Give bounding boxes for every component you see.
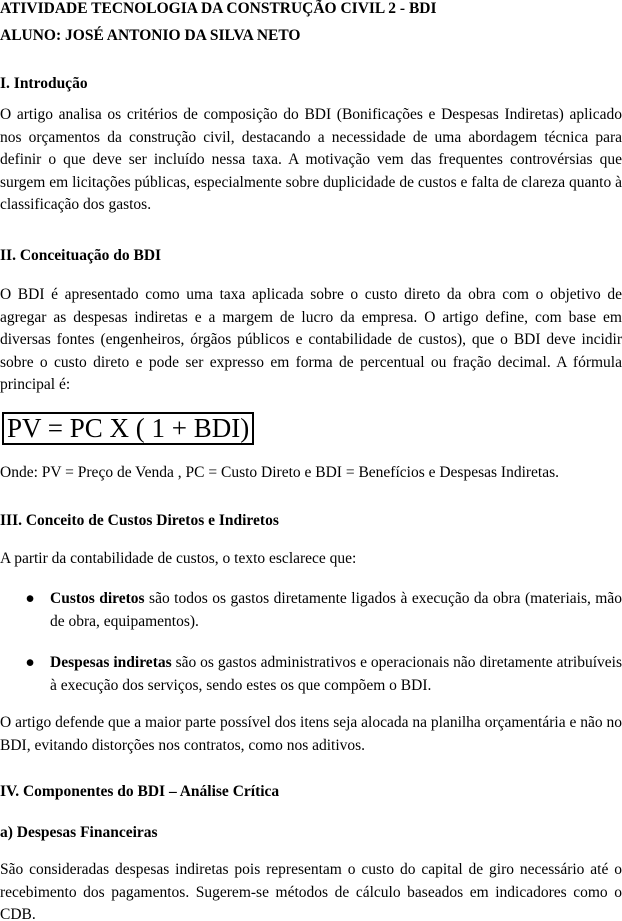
concept-paragraph: O BDI é apresentado como uma taxa aplicada sobre o custo direto da obra com o objetivo de agregar as despesas indiretas e a margem de lucro da empresa. O artigo define, com base em diversas fontes (engenheiros, órgãos públicos e contabilidade de custos), que o BDI deve incidir sobre o custo direto e pode ser expresso em forma de percentual ou fração decimal. A fórmula principal é: [0, 286, 622, 393]
formula-note: Onde: PV = Preço de Venda , PC = Custo Direto e BDI = Benefícios e Despesas Indiretas. [0, 464, 560, 481]
costs-intro: A partir da contabilidade de custos, o texto esclarece que: [0, 550, 357, 567]
section-heading-costs: III. Conceito de Custos Diretos e Indiretos [0, 512, 279, 529]
direct-costs-description: são todos os gastos diretamente ligados à execução da obra (materiais, mão de obra, equipamentos). [50, 590, 622, 630]
term-direct-costs: Custos diretos [50, 590, 145, 607]
list-item-text [50, 652, 622, 697]
section-heading-components: IV. Componentes do BDI – Análise Crítica [0, 783, 280, 800]
list-item-text [50, 588, 622, 633]
indirect-expenses-description: são os gastos administrativos e operacionais não diretamente atribuíveis à execução dos serviços, sendo estes os que compõem o BDI. [50, 654, 622, 694]
bullet-icon: ● [25, 590, 35, 607]
subheading-financial-expenses: a) Despesas Financeiras [0, 824, 158, 841]
section-heading-concept: II. Conceituação do BDI [0, 247, 162, 264]
financial-expenses-paragraph: São consideradas despesas indiretas pois representam o custo do capital de giro necessário até o recebimento dos pagamentos. Sugerem-se métodos de cálculo baseados em indicadores como o CDB. [0, 861, 622, 921]
bdi-formula: PV = PC X ( 1 + BDI) [2, 412, 254, 445]
list-item-direct-costs [0, 588, 622, 633]
student-name: ALUNO: JOSÉ ANTONIO DA SILVA NETO [0, 27, 301, 44]
costs-closing-paragraph: O artigo defende que a maior parte possível dos itens seja alocada na planilha orçamentária e não no BDI, evitando distorções nos contratos, como nos aditivos. [0, 714, 622, 754]
bullet-icon: ● [25, 654, 35, 671]
intro-paragraph: O artigo analisa os critérios de composição do BDI (Bonificações e Despesas Indiretas) aplicado nos orçamentos da construção civil, destacando a necessidade de uma abordagem técnica para definir o que deve ser incluído nessa taxa. A motivação vem das frequentes controvérsias que surgem em licitações públicas, especialmente sobre duplicidade de custos e falta de clareza quanto à classificação dos gastos. [0, 106, 622, 213]
list-item-indirect-expenses [0, 652, 622, 697]
document-title: ATIVIDADE TECNOLOGIA DA CONSTRUÇÃO CIVIL 2 - BDI [0, 0, 437, 17]
section-heading-intro: I. Introdução [0, 75, 88, 92]
term-indirect-expenses: Despesas indiretas [50, 654, 172, 671]
